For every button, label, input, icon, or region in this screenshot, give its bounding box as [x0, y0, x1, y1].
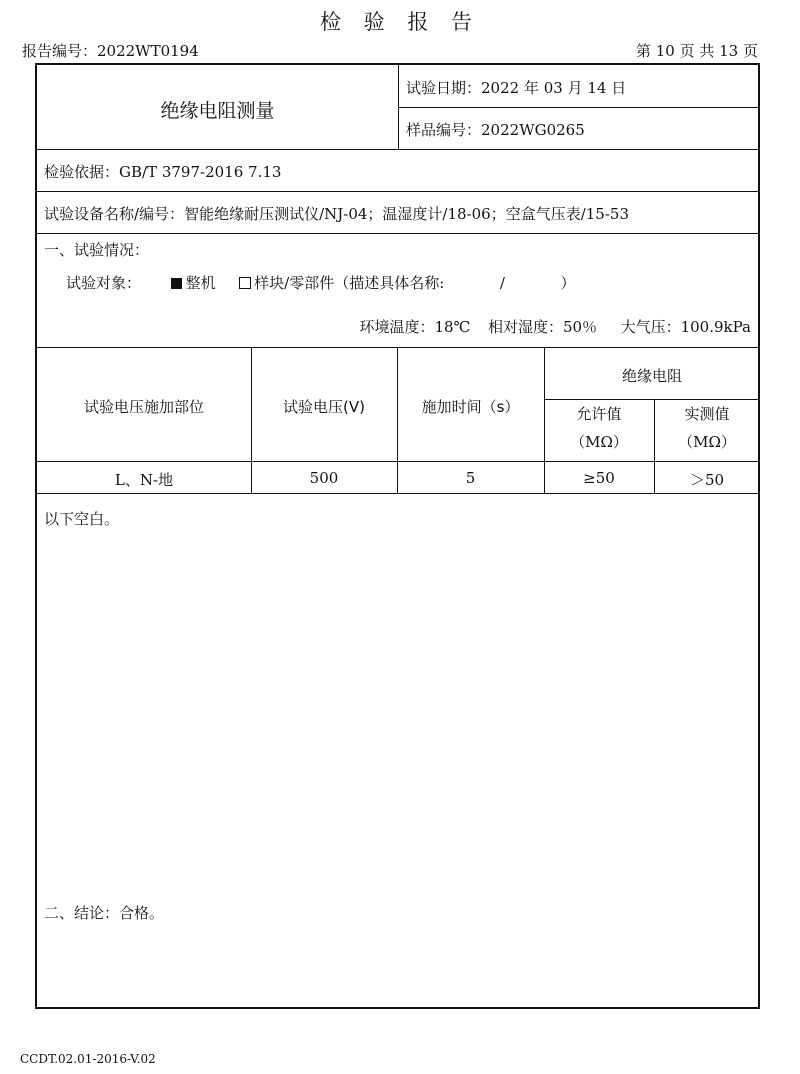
- unchecked-box-icon[interactable]: [239, 277, 251, 289]
- env-humidity: 相对湿度：50％: [487, 318, 598, 336]
- cell-measured: ＞50: [689, 471, 725, 489]
- divider: [37, 493, 760, 494]
- divider: [398, 107, 760, 108]
- cell-location: L、N-地: [114, 471, 174, 489]
- divider: [544, 399, 760, 400]
- col-header-location: 试验电压施加部位: [83, 398, 204, 416]
- sample-number-value: 2022WG0265: [481, 121, 585, 139]
- situation-heading: 一、试验情况：: [44, 241, 150, 259]
- footer-code: CCDT.02.01-2016-V.02: [20, 1052, 156, 1066]
- test-basis: [44, 161, 281, 182]
- test-basis-label: 检验依据：: [44, 163, 120, 181]
- col-header-allowed: 允许值: [576, 405, 622, 423]
- report-number: 报告编号：2022WT0194: [22, 42, 199, 60]
- sample-number-label: 样品编号：: [406, 121, 482, 139]
- col-header-voltage: 试验电压(V): [283, 398, 365, 416]
- report-frame: [35, 63, 760, 1009]
- checked-box-icon[interactable]: [171, 278, 182, 289]
- test-basis-value: GB/T 3797-2016 7.13: [119, 163, 282, 181]
- conclusion-text: 二、结论：合格。: [44, 904, 165, 922]
- env-temperature: 环境温度：18℃: [359, 318, 471, 336]
- col-header-time: 施加时间（s）: [421, 398, 520, 416]
- document-title: 检 验 报 告: [319, 10, 481, 34]
- cell-time: 5: [465, 469, 476, 487]
- sample-number: [406, 119, 585, 140]
- page-info: 第 10 页 共 13 页: [635, 42, 758, 60]
- env-pressure: 大气压：100.9kPa: [620, 318, 751, 336]
- divider: [37, 191, 760, 192]
- test-equipment-label: 试验设备名称/编号：: [44, 205, 185, 223]
- test-date-label: 试验日期：: [406, 79, 482, 97]
- environment-conditions: [360, 316, 752, 337]
- sample-close: ）: [560, 274, 576, 292]
- divider: [37, 347, 760, 348]
- col-header-resistance: 绝缘电阻: [621, 367, 682, 385]
- test-equipment: [44, 203, 629, 224]
- remark-text: 以下空白。: [44, 510, 120, 528]
- divider: [398, 65, 399, 149]
- test-equipment-value: 智能绝缘耐压测试仪/NJ-04；温湿度计/18-06；空盒气压表/15-53: [184, 205, 630, 223]
- divider: [37, 233, 760, 234]
- cell-allowed: ≥50: [583, 469, 615, 487]
- test-date-value: 2022 年 03 月 14 日: [481, 79, 627, 97]
- col-header-measured-unit: （MΩ）: [678, 433, 736, 451]
- test-object: [66, 272, 575, 293]
- col-header-measured: 实测值: [684, 405, 730, 423]
- divider: [37, 149, 760, 150]
- option-sample: 样块/零部件（描述具体名称:: [254, 274, 445, 292]
- test-date: [406, 77, 626, 98]
- cell-voltage: 500: [309, 469, 339, 487]
- sample-name: /: [499, 274, 505, 292]
- option-whole: 整机: [185, 274, 216, 292]
- divider: [37, 461, 760, 462]
- test-name: 绝缘电阻测量: [160, 100, 275, 122]
- col-header-allowed-unit: （MΩ）: [570, 433, 628, 451]
- test-object-label: 试验对象：: [66, 274, 142, 292]
